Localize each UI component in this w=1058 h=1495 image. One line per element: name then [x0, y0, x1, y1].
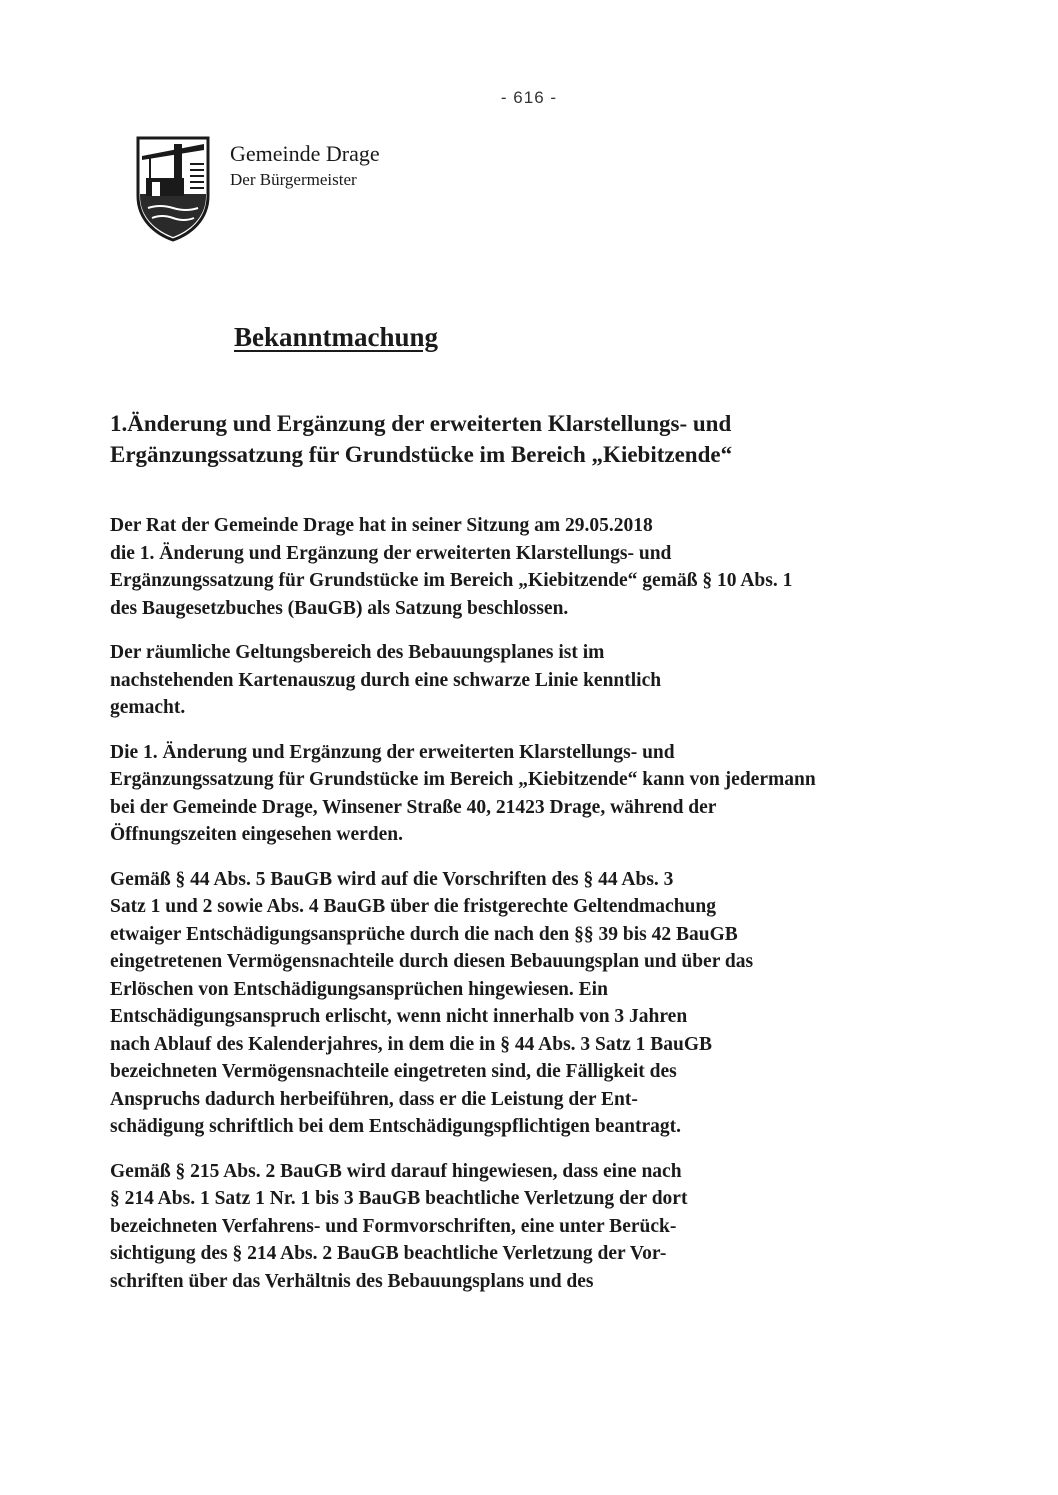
letterhead [134, 134, 380, 242]
text-line: die 1. Änderung und Ergänzung der erweiterten Klarstellungs- und [110, 542, 672, 564]
text-line: des Baugesetzbuches (BauGB) als Satzung beschlossen. [110, 597, 569, 619]
paragraph-resolution [110, 512, 990, 622]
text-line: § 214 Abs. 1 Satz 1 Nr. 1 bis 3 BauGB beachtliche Verletzung der dort [110, 1188, 688, 1209]
text-line: bei der Gemeinde Drage, Winsener Straße 40, 21423 Drage, während der [110, 796, 717, 818]
body-text [110, 512, 990, 1312]
letterhead-text [230, 140, 380, 192]
page-title: Bekanntmachung [234, 322, 439, 352]
text-line: bezeichneten Vermögensnachteile eingetreten sind, die Fälligkeit des [110, 1061, 677, 1082]
text-line: Entschädigungsanspruch erlischt, wenn nicht innerhalb von 3 Jahren [110, 1006, 688, 1027]
text-line: Anspruchs dadurch herbeiführen, dass er die Leistung der Ent- [110, 1088, 638, 1110]
text-line: nachstehenden Kartenauszug durch eine schwarze Linie kenntlich [110, 669, 662, 691]
paragraph-scope [110, 639, 990, 722]
text-line: bezeichneten Verfahrens- und Formvorschriften, eine unter Berück- [110, 1215, 677, 1237]
subject-line: 1.Änderung und Ergänzung der erweiterten Klarstellungs- und [110, 411, 732, 436]
municipality-name: Gemeinde Drage [230, 141, 380, 166]
page-number: - 616 - [500, 88, 558, 107]
text-line: schädigung schriftlich bei dem Entschädigungspflichtigen beantragt. [110, 1116, 681, 1137]
paragraph-violations [110, 1158, 990, 1296]
text-line: Der Rat der Gemeinde Drage hat in seiner Sitzung am 29.05.2018 [110, 515, 653, 536]
paragraph-inspection [110, 739, 990, 849]
text-line: Die 1. Änderung und Ergänzung der erweiterten Klarstellungs- und [110, 741, 675, 763]
text-line: schriften über das Verhältnis des Bebauungsplans und des [110, 1270, 594, 1292]
text-line: Ergänzungssatzung für Grundstücke im Bereich „Kiebitzende“ kann von jedermann [110, 769, 816, 790]
subject-heading [110, 408, 910, 470]
paragraph-compensation [110, 866, 990, 1141]
text-line: Ergänzungssatzung für Grundstücke im Bereich „Kiebitzende“ gemäß § 10 Abs. 1 [110, 570, 793, 591]
text-line: nach Ablauf des Kalenderjahres, in dem die in § 44 Abs. 3 Satz 1 BauGB [110, 1033, 713, 1055]
text-line: Erlöschen von Entschädigungsansprüchen hingewiesen. Ein [110, 978, 608, 1000]
text-line: Der räumliche Geltungsbereich des Bebauungsplanes ist im [110, 642, 605, 663]
text-line: gemacht. [110, 697, 186, 718]
text-line: Gemäß § 215 Abs. 2 BauGB wird darauf hingewiesen, dass eine nach [110, 1160, 682, 1182]
text-line: etwaiger Entschädigungsansprüche durch die nach den §§ 39 bis 42 BauGB [110, 923, 738, 945]
subject-line: Ergänzungssatzung für Grundstücke im Bereich „Kiebitzende“ [110, 442, 733, 467]
office-title: Der Bürgermeister [230, 170, 357, 189]
municipal-coat-of-arms-icon [134, 134, 212, 242]
text-line: Gemäß § 44 Abs. 5 BauGB wird auf die Vorschriften des § 44 Abs. 3 [110, 868, 674, 890]
text-line: Öffnungszeiten eingesehen werden. [110, 824, 404, 845]
text-line: Satz 1 und 2 sowie Abs. 4 BauGB über die fristgerechte Geltendmachung [110, 896, 716, 917]
text-line: eingetretenen Vermögensnachteile durch diesen Bebauungsplan und über das [110, 951, 754, 972]
text-line: sichtigung des § 214 Abs. 2 BauGB beachtliche Verletzung der Vor- [110, 1243, 667, 1264]
